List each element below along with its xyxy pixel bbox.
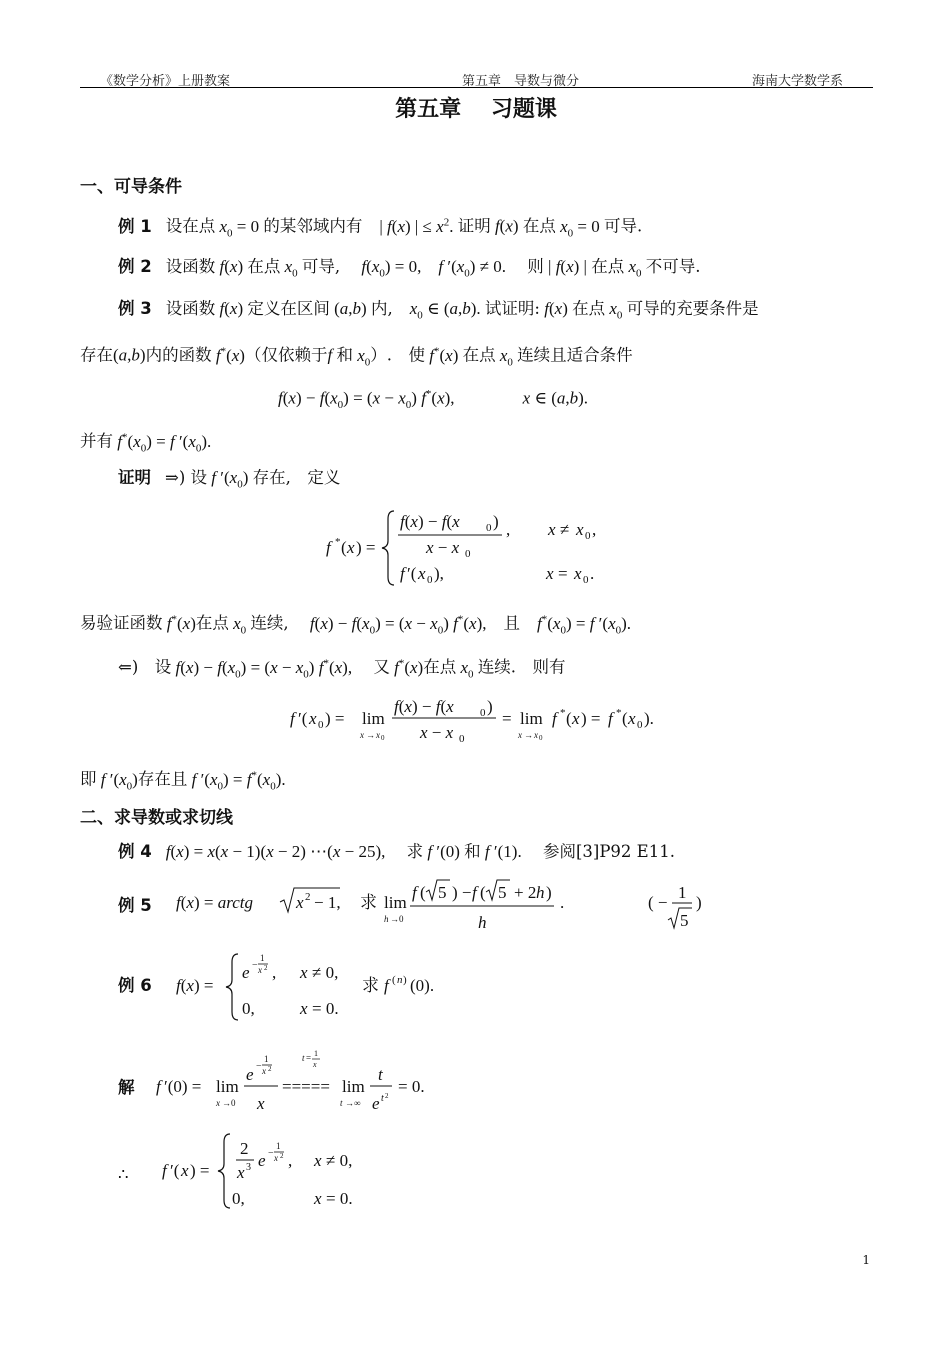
svg-text:5: 5 [680, 911, 689, 930]
svg-text:0,: 0, [242, 999, 255, 1018]
svg-text:1: 1 [264, 1054, 269, 1064]
svg-text:e: e [258, 1151, 266, 1170]
svg-text:′(: ′( [170, 1161, 180, 1180]
svg-text:→0: →0 [390, 914, 404, 924]
svg-text:f: f [552, 709, 557, 728]
svg-text:0: 0 [465, 548, 471, 560]
svg-text:*: * [335, 536, 341, 548]
svg-text:′(: ′( [407, 564, 417, 583]
svg-text:→0: →0 [222, 1098, 236, 1108]
svg-text:x: x [548, 520, 556, 539]
piecewise-definition [320, 505, 640, 590]
proof-start: 证明 ⇒) 设 f $'(x_0)$ 存在, 定义 [118, 468, 341, 491]
svg-text:f: f [156, 1077, 161, 1096]
limit-equation [290, 690, 690, 750]
svg-text:0,: 0, [232, 1189, 245, 1208]
svg-text:1: 1 [260, 953, 265, 963]
example-3-line-2: 存在(a,b)内的函数 f*(x)（仅依赖于f 和 $x_0$）. 使 f*(x) 在点 $x_0$ 连续且适合条件 [80, 345, 633, 369]
svg-text:,: , [272, 963, 277, 982]
svg-text:−: − [252, 960, 258, 971]
svg-text:.: . [590, 564, 595, 583]
svg-text:x: x [313, 1060, 317, 1069]
svg-text:x: x [300, 963, 308, 982]
solution-label-line [118, 1076, 149, 1100]
svg-text:= 0.: = 0. [312, 999, 339, 1018]
svg-text:=: = [502, 709, 512, 728]
svg-text:→: → [524, 730, 533, 740]
svg-text:1: 1 [678, 883, 687, 902]
example-label: 例 3 [118, 299, 152, 318]
svg-text:f(x) = arctg: f(x) = arctg [176, 893, 253, 912]
page-number: 1 [862, 1253, 870, 1267]
svg-text:0: 0 [637, 719, 643, 731]
svg-text:→∞: →∞ [345, 1098, 361, 1108]
svg-text:f(x) − f(x: f(x) − f(x [394, 697, 454, 716]
header-rule [80, 87, 873, 88]
example-label: 例 6 [118, 976, 152, 995]
example-label: 例 4 [118, 842, 152, 861]
svg-text:→: → [366, 730, 375, 740]
svg-text:(: ( [341, 538, 347, 557]
example-1: 例 1 设在点 $x_0 = 0$ 的某邻域内有 | f(x) | ≤ $x^2$. 证明 f(x) 在点 $x_0 = 0$ 可导. [118, 216, 643, 240]
svg-text:f: f [608, 709, 613, 728]
svg-text:e: e [372, 1094, 380, 1113]
svg-text:2: 2 [305, 891, 311, 903]
svg-text:≠ 0,: ≠ 0, [312, 963, 339, 982]
svg-text:t: t [378, 1065, 383, 1084]
example-label: 例 2 [118, 257, 152, 276]
svg-text:2: 2 [280, 1152, 284, 1160]
svg-text:lim: lim [216, 1077, 239, 1096]
svg-text:lim: lim [362, 709, 385, 728]
proof-label: 证明 [118, 468, 151, 487]
svg-text:e: e [242, 963, 250, 982]
derivative-piecewise [156, 1128, 416, 1218]
svg-text:): ) [696, 893, 702, 912]
svg-text:h: h [536, 883, 545, 902]
svg-text:0: 0 [486, 522, 492, 534]
svg-text:,: , [506, 520, 511, 539]
svg-text:(: ( [566, 709, 572, 728]
svg-text:) −: ) − [452, 883, 472, 902]
example-6-formula [172, 948, 472, 1023]
svg-text:′(0) =: ′(0) = [164, 1077, 202, 1096]
equation-condition: $f(x) - f(x_0) = (x - x_0)$ f*(x), x ∈ (a,b). [278, 388, 589, 412]
svg-text:f(x) =: f(x) = [176, 976, 214, 995]
svg-text:x: x [216, 1098, 220, 1108]
header-left: 《数学分析》上册教案 [100, 74, 231, 89]
svg-text:( −: ( − [648, 893, 668, 912]
svg-text:lim: lim [384, 893, 407, 912]
svg-text:≠: ≠ [560, 520, 570, 539]
svg-text:0: 0 [427, 574, 433, 586]
svg-text:t: t [340, 1098, 343, 1108]
example-2: 例 2 设函数 f(x) 在点 $x_0$ 可导, $f(x_0) = 0$, f $'(x_0) \ne 0$. 则 | f(x) | 在点 $x_0$ 不可导. [118, 257, 701, 280]
svg-text:= 0.: = 0. [326, 1189, 353, 1208]
svg-text:′(: ′( [298, 709, 308, 728]
svg-text:x: x [309, 709, 317, 728]
svg-text:=====: ===== [282, 1077, 330, 1096]
svg-text:f: f [290, 709, 295, 728]
svg-text:5: 5 [438, 883, 447, 902]
svg-text:x: x [376, 730, 380, 740]
svg-text:) =: ) = [325, 709, 345, 728]
svg-text:−: − [268, 1148, 274, 1159]
header-center: 第五章 导数与微分 [462, 74, 580, 89]
svg-text:f: f [162, 1161, 167, 1180]
svg-text:0: 0 [318, 719, 324, 731]
svg-text:−: − [256, 1061, 262, 1072]
svg-text:).: ). [644, 709, 654, 728]
svg-text:x: x [314, 1189, 322, 1208]
svg-text:x: x [262, 1066, 266, 1076]
svg-text:5: 5 [498, 883, 507, 902]
svg-text:0: 0 [459, 733, 465, 745]
svg-text:0: 0 [539, 734, 543, 742]
svg-text:=: = [558, 564, 568, 583]
svg-text:,: , [592, 520, 597, 539]
svg-text:求: 求 [360, 893, 377, 912]
svg-text:) =: ) = [581, 709, 601, 728]
svg-text:h: h [384, 914, 389, 924]
svg-text:x: x [628, 709, 636, 728]
svg-text:x: x [181, 1161, 189, 1180]
converse-line: ⇐) 设 $f(x) - f(x_0) = (x - x_0)$ f*(x), 又 f*(x)在点 $x_0$ 连续. 则有 [118, 657, 566, 681]
svg-text:3: 3 [246, 1162, 251, 1173]
svg-text:x: x [574, 564, 582, 583]
svg-text:),: ), [434, 564, 444, 583]
example-4: 例 4 f(x) = x(x − 1)(x − 2) ⋯(x − 25), 求 f ′(0) 和 f ′(1). 参阅[3]P92 E11. [118, 842, 675, 861]
svg-text:≠ 0,: ≠ 0, [326, 1151, 353, 1170]
svg-text:x: x [546, 564, 554, 583]
svg-text:x: x [347, 538, 355, 557]
svg-text:f: f [384, 976, 389, 995]
svg-text:,: , [288, 1151, 293, 1170]
svg-text:lim: lim [520, 709, 543, 728]
svg-text:): ) [403, 974, 407, 986]
svg-text:f(x) − f(x: f(x) − f(x [400, 512, 460, 531]
svg-text:=: = [306, 1053, 312, 1063]
example-6-label [118, 974, 166, 998]
svg-text:.: . [560, 893, 565, 912]
svg-text:e: e [246, 1065, 254, 1084]
svg-text:0: 0 [381, 734, 385, 742]
header-right: 海南大学数学系 [752, 74, 844, 89]
example-5-label [118, 894, 166, 918]
svg-text:): ) [546, 883, 552, 902]
svg-text:− 1,: − 1, [314, 893, 341, 912]
svg-text:0: 0 [583, 574, 589, 586]
solution-equation [156, 1045, 476, 1125]
svg-text:(: ( [622, 709, 628, 728]
svg-text:x: x [572, 709, 580, 728]
svg-text:x − x: x − x [420, 723, 454, 742]
svg-text:x: x [258, 965, 262, 975]
svg-text:= 0.: = 0. [398, 1077, 425, 1096]
svg-text:x: x [274, 1153, 278, 1163]
svg-text:*: * [560, 707, 566, 719]
svg-text:x − x: x − x [426, 538, 460, 557]
svg-text:2: 2 [240, 1139, 249, 1158]
svg-text:n: n [397, 974, 403, 986]
svg-text:(0).: (0). [410, 976, 435, 995]
svg-text:(: ( [420, 883, 426, 902]
section-heading-2: 二、求导数或求切线 [80, 808, 233, 828]
svg-text:2: 2 [268, 1065, 272, 1073]
svg-text:0: 0 [480, 707, 486, 719]
conclusion-line: 即 f $'(x_0)$存在且 f $'(x_0) = f^*(x_0)$. [80, 769, 286, 793]
svg-text:2: 2 [385, 1092, 389, 1100]
svg-text:f: f [400, 564, 405, 583]
svg-text:x: x [300, 999, 308, 1018]
svg-text:): ) [493, 512, 499, 531]
svg-text:0: 0 [585, 530, 591, 542]
example-3-tail: 并有 $f^*(x_0) = f$ $'(x_0)$. [80, 431, 212, 455]
svg-text:x: x [314, 1151, 322, 1170]
svg-text:lim: lim [342, 1077, 365, 1096]
section-heading-1: 一、可导条件 [80, 177, 182, 197]
svg-text:(: ( [480, 883, 486, 902]
svg-text:h: h [478, 913, 487, 932]
svg-text:(: ( [392, 974, 396, 986]
svg-text:求: 求 [362, 976, 379, 995]
svg-text:x: x [296, 893, 304, 912]
svg-text:*: * [616, 707, 622, 719]
svg-text:) =: ) = [190, 1161, 210, 1180]
svg-text:f: f [326, 538, 331, 557]
svg-text:x: x [576, 520, 584, 539]
example-3: 例 3 设函数 f(x) 定义在区间 (a,b) 内, $x_0$ ∈ (a,b). 试证明: f(x) 在点 $x_0$ 可导的充要条件是 [118, 299, 759, 322]
svg-text:x: x [418, 564, 426, 583]
svg-text:1: 1 [314, 1049, 318, 1058]
svg-text:): ) [487, 697, 493, 716]
svg-text:x: x [360, 730, 364, 740]
page-title: 第五章 习题课 [395, 97, 557, 122]
svg-text:x: x [534, 730, 538, 740]
svg-text:f: f [412, 883, 417, 902]
svg-text:) =: ) = [356, 538, 376, 557]
svg-text:x: x [237, 1163, 245, 1182]
svg-text:x: x [518, 730, 522, 740]
svg-text:t: t [381, 1093, 384, 1104]
svg-text:x: x [257, 1094, 265, 1113]
example-label: 例 1 [118, 216, 152, 236]
svg-text:+ 2: + 2 [514, 883, 537, 902]
svg-text:2: 2 [264, 964, 268, 972]
verify-line: 易验证函数 f*(x)在点 $x_0$ 连续, $f(x) - f(x_0) = (x - x_0)$ f*(x), 且 $f^*(x_0) = f$ $'(x_0)$. [80, 613, 632, 637]
solution-label: 解 [118, 1078, 135, 1097]
example-label: 例 5 [118, 896, 152, 915]
svg-text:t: t [302, 1053, 305, 1063]
therefore-line: ∴ [118, 1165, 129, 1184]
svg-text:1: 1 [276, 1141, 281, 1151]
svg-text:f: f [472, 883, 477, 902]
example-5-formula [172, 876, 732, 936]
